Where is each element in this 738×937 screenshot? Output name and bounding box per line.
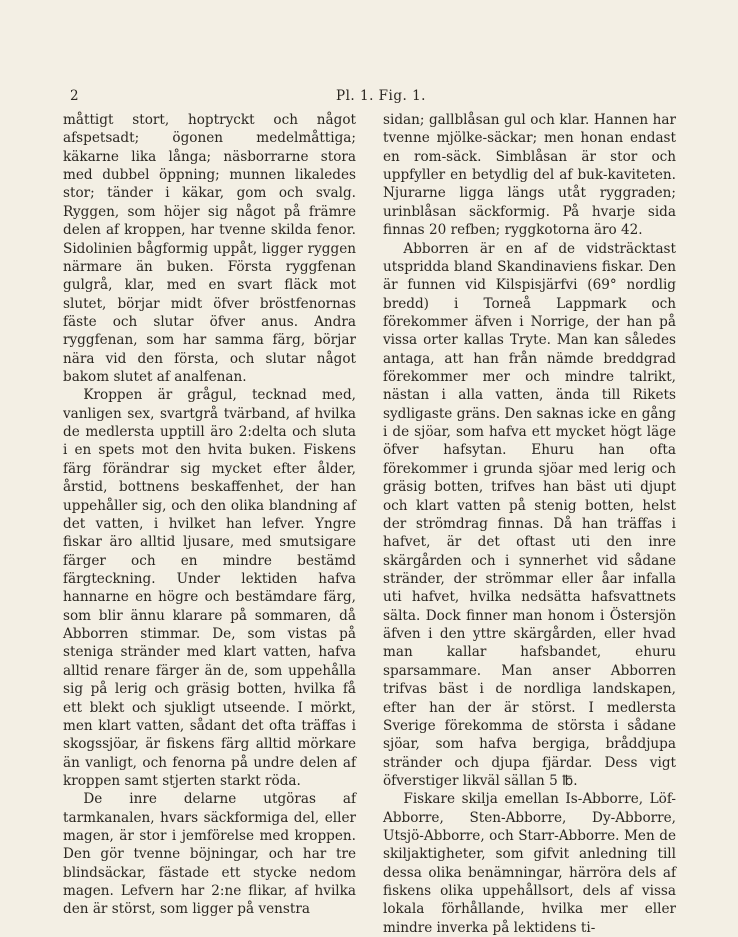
paragraph: Fiskare skilja emellan Is-Abborre, Löf-Abborre, Sten-Abborre, Dy-Abborre, Utsjö-Abborre, och Starr-Abborre. Men de skiljaktigheter, som gifvit anledning till dessa olika benämningar, härröra dels af fiskens olika uppehållsort, dels af vissa lokala förhållande, hvilka mer eller mindre inverka på lektidens ti- [383,791,676,936]
page-number: 2 [70,88,79,104]
running-title: Pl. 1. Fig. 1. [336,88,426,104]
paragraph: De inre delarne utgöras af tarmkanalen, hvars säckformiga del, eller magen, är stor i jemförelse med kroppen. Den gör tvenne böjningar, och har tre blindsäckar, fästade ett stycke nedom magen. Lefvern har 2:ne flikar, af hvilka den är störst, som ligger på venstra [63,791,356,918]
left-column [63,111,356,919]
right-column [383,111,676,937]
paragraph: måttigt stort, hoptryckt och något afspetsadt; ögonen medelmåttiga; käkarne lika långa; näsborrarne stora med dubbel öppning; munnen likaledes stor; tänder i käkar, gom och svalg. Ryggen, som höjer sig något på främre delen af kroppen, har tvenne skilda fenor. Sidolinien bågformig uppåt, ligger ryggen närmare än buken. Första ryggfenan gulgrå, klar, med en svart fläck mot slutet, börjar midt öfver bröstfenornas fäste och slutar öfver anus. Andra ryggfenan, som har samma färg, börjar nära vid den första, och slutar något bakom slutet af analfenan. [63,112,356,386]
page-header [58,88,690,106]
paragraph: sidan; gallblåsan gul och klar. Hannen har tvenne mjölke-säckar; men honan endast en rom-säck. Simblåsan är stor och uppfyller en betydlig del af buk-kaviteten. Njurarne ligga längs utåt ryggraden; urinblåsan säckformig. På hvarje sida finnas 20 refben; ryggkotorna äro 42. [383,112,676,239]
paragraph: Abborren är en af de vidsträcktast utspridda bland Skandinaviens fiskar. Den är funnen vid Kilspisjärfvi (69° nordlig bredd) i Torneå Lappmark och förekommer äfven i Norrige, der han på vissa orter kallas Tryte. Man kan således antaga, att han från nämde breddgrad förekommer mer och mindre talrikt, nästan i alla vatten, ända till Rikets sydligaste gräns. Den saknas icke en gång i de sjöar, som hafva ett mycket högt läge öfver hafsytan. Ehuru han ofta förekommer i grunda sjöar med lerig och gräsig botten, trifves han bäst uti djupt och klart vatten på stenig botten, helst der strömdrag finnas. Då han träffas i hafvet, är det oftast uti den inre skärgården och i synnerhet vid sådane stränder, der strömmar eller åar infalla uti hafvet, hvilka nedsätta hafsvattnets sälta. Dock finner man honom i Östersjön äfven i den yttre skärgården, eller hvad man kallar hafsbandet, ehuru sparsammare. Man anser Abborren trifvas bäst i de nordliga landskapen, efter han der är störst. I medlersta Sverige förekomma de största i sådane sjöar, som hafva bergiga, bråddjupa stränder och djupa fjärdar. Dess vigt öfverstiger likväl sällan 5 ℔. [383,240,676,789]
paragraph: Kroppen är grågul, tecknad med, vanligen sex, svartgrå tvärband, af hvilka de medlersta upptill äro 2:delta och sluta i en spets mot den hvita buken. Fiskens färg förändrar sig mycket efter ålder, årstid, bottnens beskaffenhet, der han uppehåller sig, och den olika blandning af det vatten, i hvilket han lefver. Yngre fiskar äro alltid ljusare, med smutsigare färger och en mindre bestämd färgteckning. Under lektiden hafva hannarne en högre och bestämdare färg, som blir ännu klarare på sommaren, då Abborren stimmar. De, som vistas på steniga stränder med klart vatten, hafva alltid renare färger än de, som uppehålla sig på lerig och gräsig botten, hvilka få ett blekt och sjukligt utseende. I mörkt, men klart vatten, sådant det ofta träffas i skogssjöar, är fiskens färg alltid mörkare än vanligt, och fenorna på undre delen af kroppen samt stjerten starkt röda. [63,387,356,789]
